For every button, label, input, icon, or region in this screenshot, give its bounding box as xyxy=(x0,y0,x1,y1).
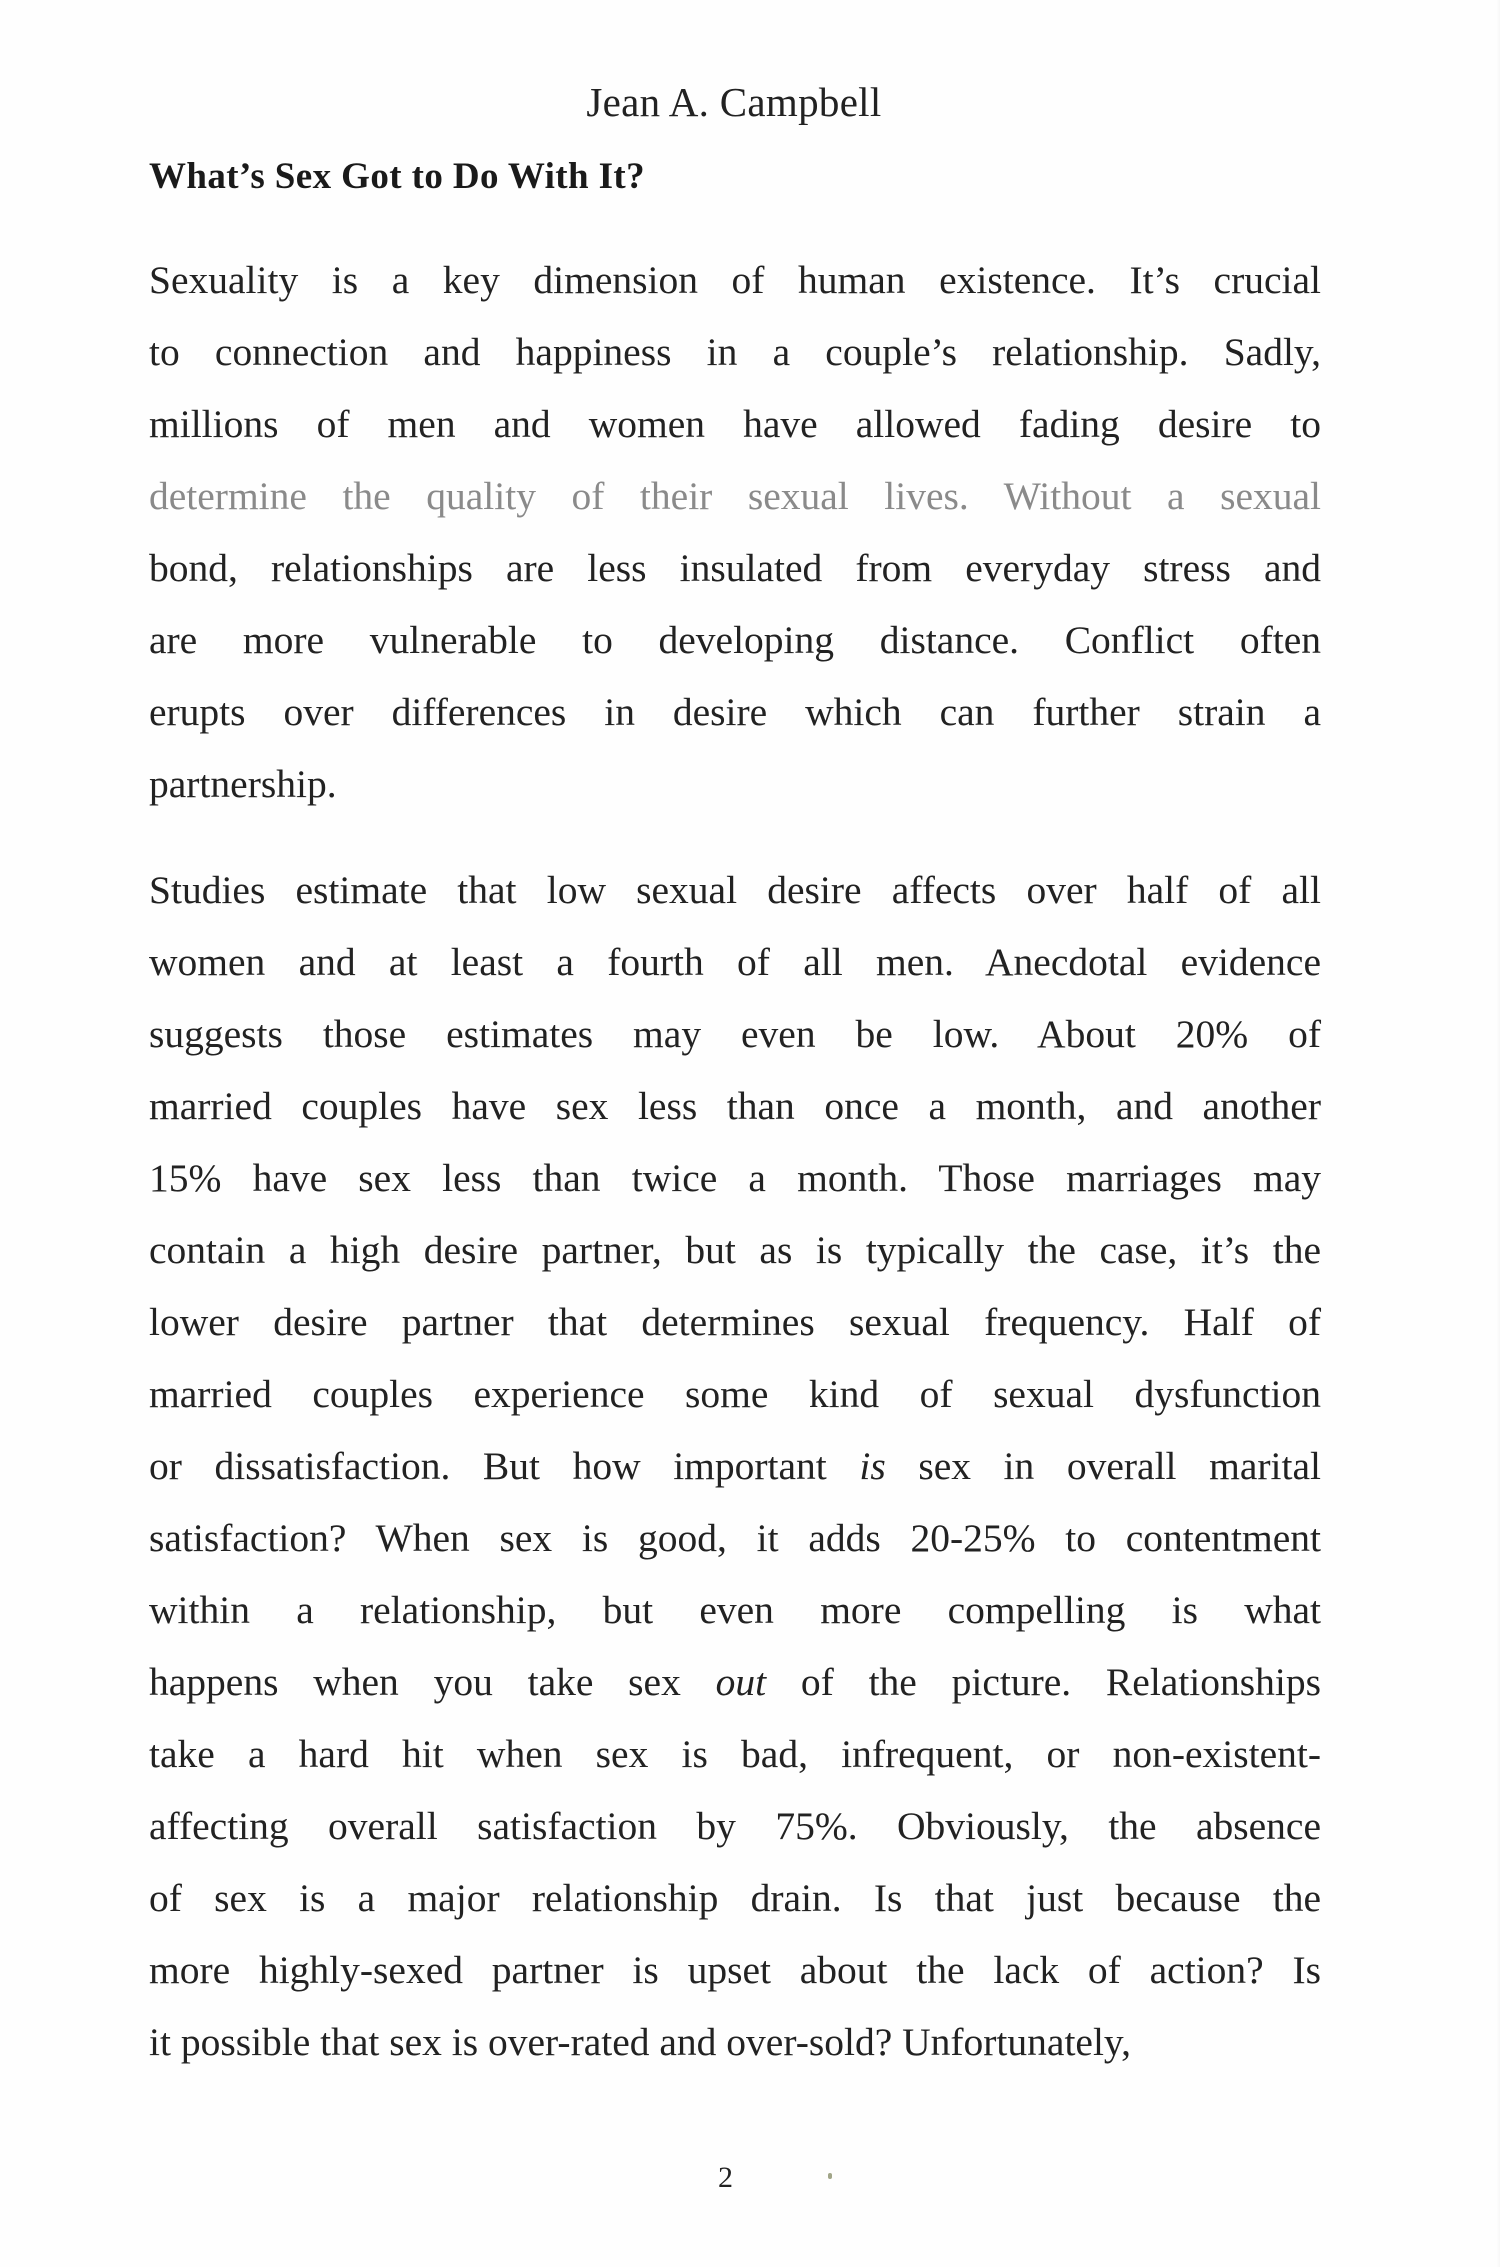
paragraph-2 xyxy=(149,854,1321,2078)
text-line: satisfaction? When sex is good, it adds 20-25% to contentment xyxy=(149,1516,1321,1560)
text-line: contain a high desire partner, but as is typically the case, it’s the xyxy=(149,1228,1321,1272)
text-run: of the picture. Relationships xyxy=(766,1660,1321,1704)
text-line: married couples have sex less than once a month, and another xyxy=(149,1084,1321,1128)
text-line: Sexuality is a key dimension of human existence. It’s crucial xyxy=(149,258,1321,302)
emphasis-text: is xyxy=(859,1444,886,1488)
text-line: millions of men and women have allowed fading desire to xyxy=(149,402,1321,446)
section-heading: What’s Sex Got to Do With It? xyxy=(149,156,646,197)
text-line: married couples experience some kind of sexual dysfunction xyxy=(149,1372,1321,1416)
page-edge xyxy=(1496,0,1500,2267)
text-line: take a hard hit when sex is bad, infrequent, or non-existent- xyxy=(149,1732,1321,1776)
text-line: more highly-sexed partner is upset about the lack of action? Is xyxy=(149,1948,1321,1992)
scan-speck xyxy=(828,2173,832,2179)
text-line: determine the quality of their sexual lives. Without a sexual xyxy=(149,474,1321,518)
text-line: to connection and happiness in a couple’s relationship. Sadly, xyxy=(149,330,1321,374)
emphasis-text: out xyxy=(715,1660,767,1704)
text-line: women and at least a fourth of all men. Anecdotal evidence xyxy=(149,940,1321,984)
text-run: sex in overall marital xyxy=(885,1444,1321,1488)
text-line: of sex is a major relationship drain. Is that just because the xyxy=(149,1876,1321,1920)
page-number: 2 xyxy=(718,2161,733,2194)
running-head-author: Jean A. Campbell xyxy=(586,79,882,125)
text-line: Studies estimate that low sexual desire affects over half of all xyxy=(149,868,1321,912)
text-line: affecting overall satisfaction by 75%. Obviously, the absence xyxy=(149,1804,1321,1848)
text-run: happens when you take sex xyxy=(149,1660,716,1704)
text-line: are more vulnerable to developing distance. Conflict often xyxy=(149,618,1321,662)
text-line: 15% have sex less than twice a month. Those marriages may xyxy=(149,1156,1321,1200)
text-line: lower desire partner that determines sexual frequency. Half of xyxy=(149,1300,1321,1344)
text-line: erupts over differences in desire which can further strain a xyxy=(149,690,1321,734)
text-line: within a relationship, but even more compelling is what xyxy=(149,1588,1321,1632)
text-line xyxy=(149,1430,1321,1502)
text-line: partnership. xyxy=(149,762,337,806)
text-line xyxy=(149,1646,1321,1718)
text-line: it possible that sex is over-rated and over-sold? Unfortunately, xyxy=(149,2020,1131,2064)
text-line: suggests those estimates may even be low. About 20% of xyxy=(149,1012,1321,1056)
paragraph-1 xyxy=(149,244,1321,820)
text-run: or dissatisfaction. But how important xyxy=(149,1444,860,1488)
text-line: bond, relationships are less insulated from everyday stress and xyxy=(149,546,1321,590)
